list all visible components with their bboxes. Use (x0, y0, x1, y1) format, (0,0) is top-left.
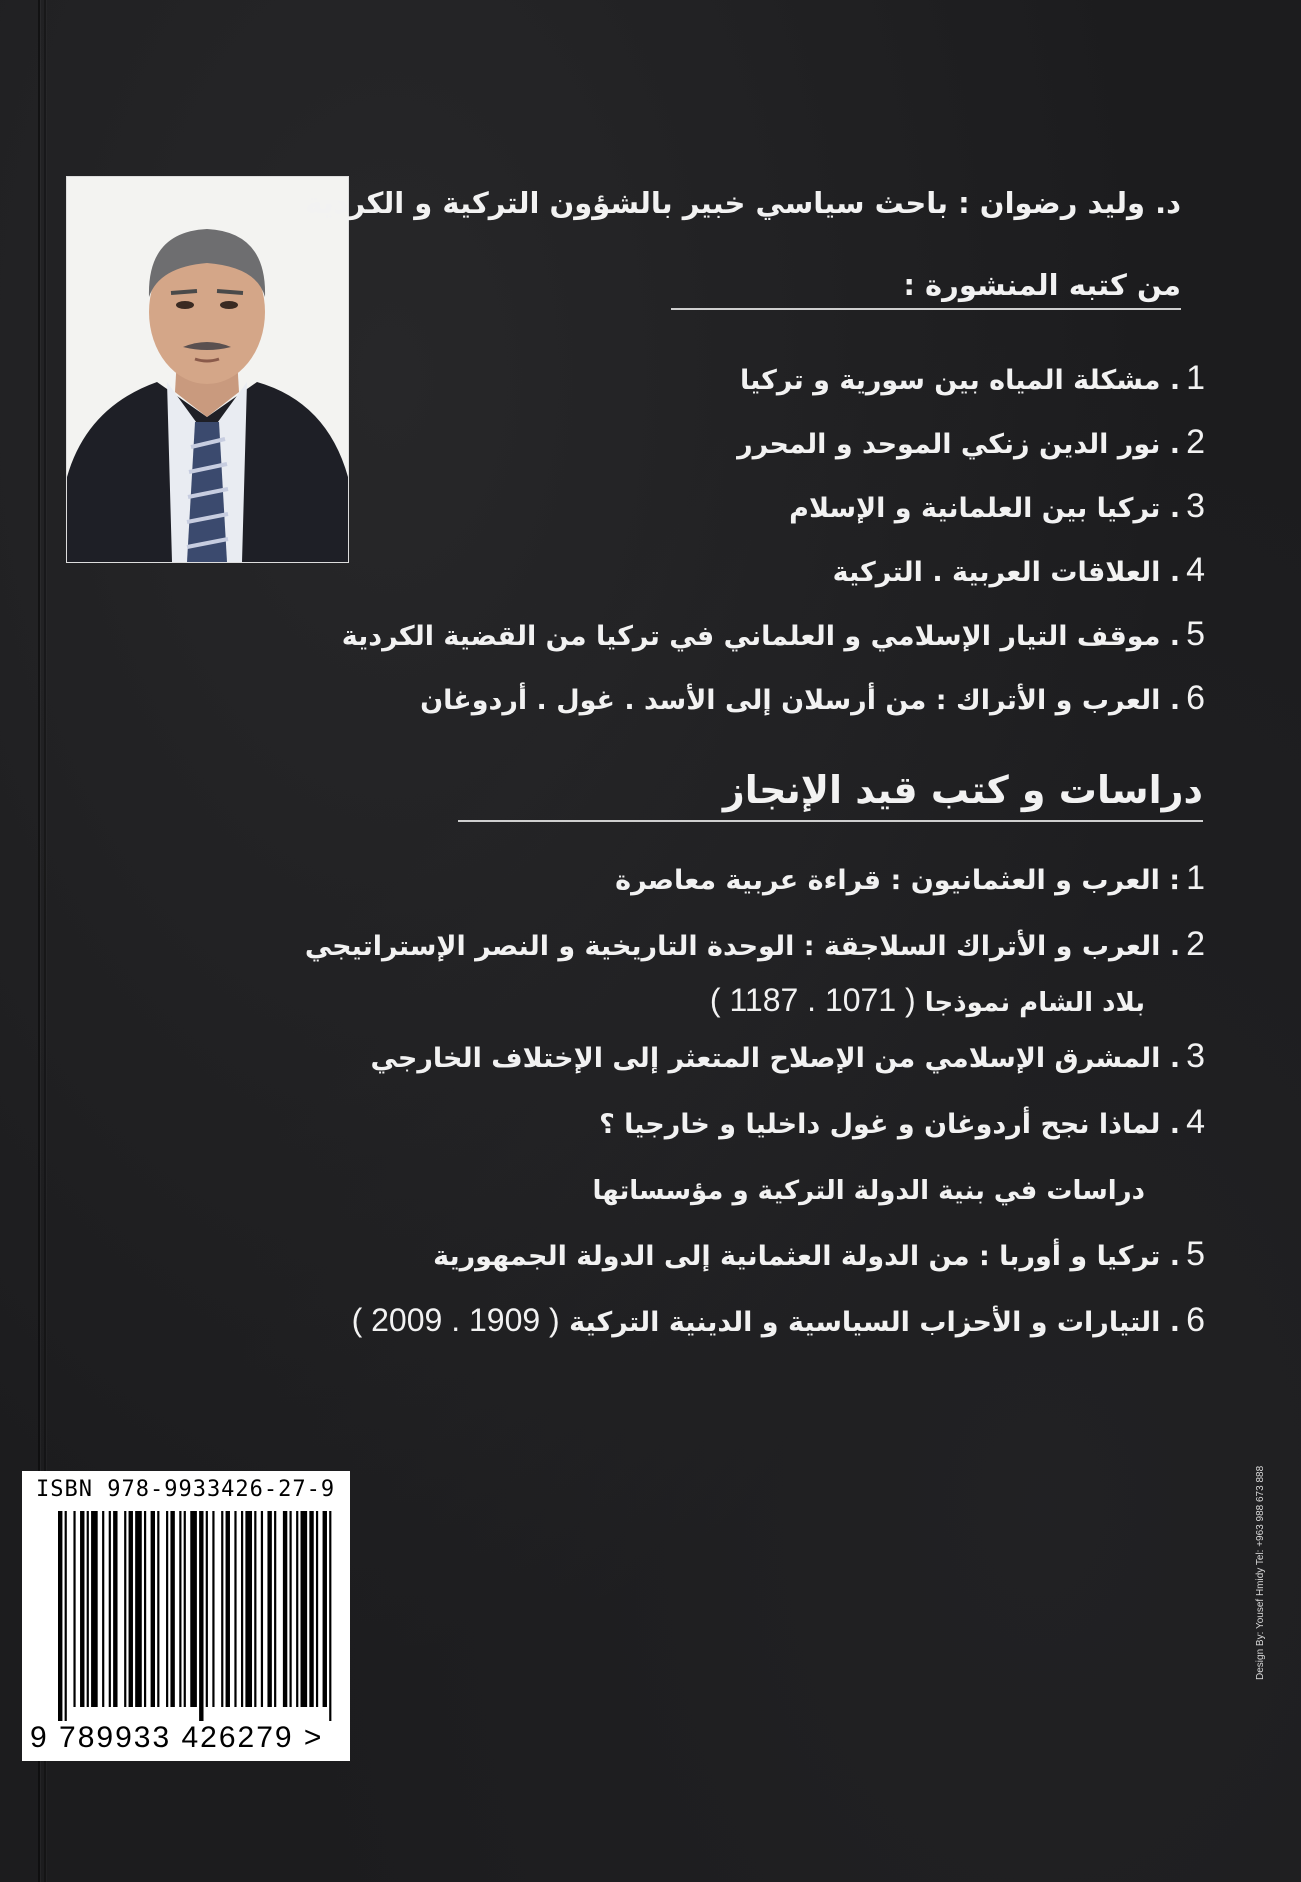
item-text: . تركيا بين العلمانية و الإسلام (789, 493, 1181, 524)
item-text: : العرب و العثمانيون : قراءة عربية معاصرة (615, 865, 1181, 896)
item-text: . مشكلة المياه بين سورية و تركيا (739, 365, 1181, 396)
barcode-bars (58, 1511, 338, 1721)
barcode-bar (113, 1511, 117, 1707)
barcode-bar (129, 1511, 133, 1707)
barcode-bar (245, 1511, 252, 1707)
list-item (342, 538, 1205, 602)
barcode-bar (316, 1511, 318, 1707)
item-text: . موقف التيار الإسلامي و العلماني في تركيا من القضية الكردية (341, 621, 1181, 652)
subtitle-years: ( 1071 . 1187 ) (709, 982, 916, 1018)
item-number: 3 (1186, 487, 1205, 525)
item-text: . المشرق الإسلامي من الإصلاح المتعثر إلى الإختلاف الخارجي (370, 1043, 1181, 1074)
item-text: . التيارات و الأحزاب السياسية و الدينية التركية (569, 1307, 1181, 1338)
barcode-bar (199, 1511, 203, 1721)
barcode-bar (151, 1511, 155, 1707)
list-item (305, 848, 1205, 914)
list-item (342, 410, 1205, 474)
barcode-bar (65, 1511, 67, 1721)
barcode-bar (109, 1511, 111, 1707)
barcode-bar (135, 1511, 142, 1707)
in-progress-heading: دراسات و كتب قيد الإنجاز (458, 768, 1203, 822)
barcode-bar (309, 1511, 313, 1707)
item-text: . العلاقات العربية . التركية (832, 557, 1181, 588)
item-number: 3 (1186, 1037, 1205, 1075)
barcode-bar (274, 1511, 276, 1707)
list-item (342, 474, 1205, 538)
barcode-bar (179, 1511, 181, 1707)
isbn-barcode (22, 1471, 350, 1761)
barcode-bar (301, 1511, 308, 1707)
barcode-bar (283, 1511, 287, 1707)
barcode-bar (80, 1511, 84, 1707)
barcode-bar (212, 1511, 214, 1707)
barcode-bar (226, 1511, 230, 1707)
barcode-bar (73, 1511, 75, 1707)
design-credit: Design By: Yousef Hmidy Tel: +963 988 673 888 (1255, 1465, 1266, 1680)
barcode-bar (234, 1511, 236, 1707)
item-number: 1 (1186, 359, 1205, 397)
item-number: 6 (1186, 1301, 1205, 1339)
barcode-bar (190, 1511, 197, 1707)
barcode-bar (241, 1511, 243, 1707)
barcode-bar (102, 1511, 104, 1707)
author-bio: د. وليد رضوان : باحث سياسي خبير بالشؤون التركية و الكردية (305, 186, 1181, 220)
list-item (305, 1092, 1205, 1158)
item-years: ( 1909 . 2009 ) (351, 1302, 560, 1338)
barcode-bar (157, 1511, 159, 1707)
barcode-bar (184, 1511, 186, 1707)
ean-digits: 9 789933 426279 > (30, 1721, 324, 1754)
barcode-bar (254, 1511, 256, 1707)
list-item (342, 666, 1205, 730)
item-subtitle (305, 977, 1205, 1026)
list-item (305, 1290, 1205, 1356)
barcode-bar (329, 1511, 331, 1721)
item-number: 1 (1186, 859, 1205, 897)
item-text: . تركيا و أوربا : من الدولة العثمانية إلى الدولة الجمهورية (433, 1241, 1181, 1272)
published-books-heading: من كتبه المنشورة : (671, 268, 1181, 310)
published-books-list (342, 346, 1205, 730)
item-number: 4 (1186, 551, 1205, 589)
item-number: 5 (1186, 1235, 1205, 1273)
barcode-bar (166, 1511, 168, 1707)
item-number: 2 (1186, 925, 1205, 963)
item-number: 2 (1186, 423, 1205, 461)
barcode-bar (267, 1511, 271, 1707)
list-item (305, 1224, 1205, 1290)
list-item (305, 914, 1205, 1026)
barcode-bar (144, 1511, 146, 1707)
in-progress-list (305, 848, 1205, 1356)
barcode-bar (124, 1511, 126, 1707)
barcode-bar (58, 1511, 62, 1721)
isbn-label: ISBN 978-9933426-27-9 (36, 1477, 336, 1502)
item-text: . العرب و الأتراك : من أرسلان إلى الأسد . غول . أردوغان (420, 685, 1181, 716)
item-number: 5 (1186, 615, 1205, 653)
subtitle-text: بلاد الشام نموذجا (924, 988, 1145, 1018)
barcode-bar (323, 1511, 327, 1707)
barcode-bar (221, 1511, 223, 1707)
list-subheading: دراسات في بنية الدولة التركية و مؤسساتها (592, 1176, 1145, 1206)
item-number: 4 (1186, 1103, 1205, 1141)
barcode-bar (170, 1511, 174, 1707)
item-text: . العرب و الأتراك السلاجقة : الوحدة التاريخية و النصر الإستراتيجي (304, 931, 1181, 962)
barcode-bar (91, 1511, 98, 1707)
barcode-bar (206, 1511, 208, 1707)
author-photo (66, 176, 349, 563)
list-item (342, 346, 1205, 410)
item-text: . نور الدين زنكي الموحد و المحرر (737, 429, 1181, 460)
barcode-bar (87, 1511, 89, 1707)
barcode-bar (261, 1511, 263, 1707)
item-number: 6 (1186, 679, 1205, 717)
list-item (305, 1026, 1205, 1092)
barcode-bar (296, 1511, 298, 1707)
barcode-bar (289, 1511, 291, 1707)
item-text: . لماذا نجح أردوغان و غول داخليا و خارجيا ؟ (599, 1109, 1181, 1140)
list-item (342, 602, 1205, 666)
